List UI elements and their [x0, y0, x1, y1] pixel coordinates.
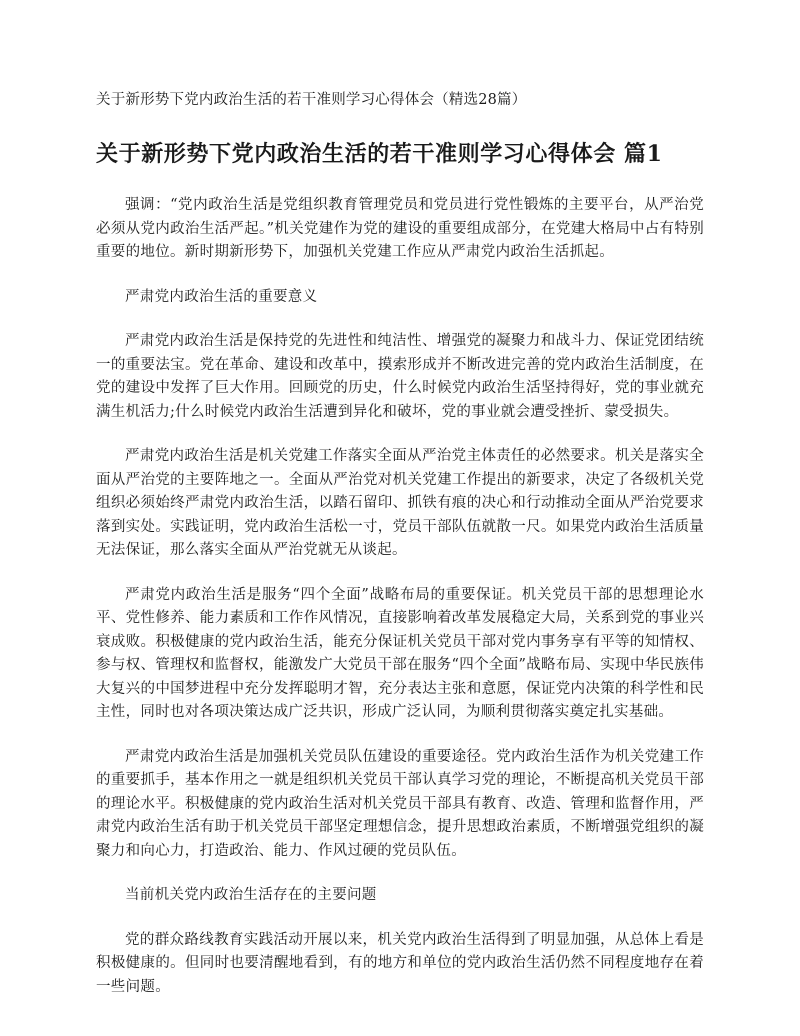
paragraph: 严肃党内政治生活是机关党建工作落实全面从严治党主体责任的必然要求。机关是落实全面从严治党的主要阵地之一。全面从严治党对机关党建工作提出的新要求，决定了各级机关党组织必须始终严肃党内政治生活，以踏石留印、抓铁有痕的决心和行动推动全面从严治党要求落到实处。实践证明，党内政治生活松一寸，党员干部队伍就散一尺。如果党内政治生活质量无法保证，那么落实全面从严治党就无从谈起。: [96, 448, 704, 558]
paragraph: 严肃党内政治生活是加强机关党员队伍建设的重要途径。党内政治生活作为机关党建工作的重要抓手，基本作用之一就是组织机关党员干部认真学习党的理论，不断提高机关党员干部的理论水平。积极健康的党内政治生活对机关党员干部具有教育、改造、管理和监督作用，严肃党内政治生活有助于机关党员干部坚定理想信念，提升思想政治素质，不断增强党组织的凝聚力和向心力，打造政治、能力、作风过硬的党员队伍。: [96, 748, 704, 859]
paragraph: 强调：“党内政治生活是党组织教育管理党员和党员进行党性锻炼的主要平台，从严治党必须从党内政治生活严起。”机关党建作为党的建设的重要组成部分，在党建大格局中占有特别重要的地位。新时期新形势下，加强机关党建工作应从严肃党内政治生活抓起。: [96, 197, 704, 260]
section-heading: 关于新形势下党内政治生活的若干准则学习心得体会 篇1: [96, 141, 663, 167]
subheading-significance: 严肃党内政治生活的重要意义: [125, 288, 318, 305]
subheading-problems: 当前机关党内政治生活存在的主要问题: [125, 887, 377, 903]
paragraph: 严肃党内政治生活是保持党的先进性和纯洁性、增强党的凝聚力和战斗力、保证党团结统一的重要法宝。党在革命、建设和改革中，摸索形成并不断改进完善的党内政治生活制度，在党的建设中发挥了巨大作用。回顾党的历史，什么时候党内政治生活坚持得好，党的事业就充满生机活力;什么时候党内政治生活遭到异化和破坏，党的事业就会遭受挫折、蒙受损失。: [96, 333, 704, 420]
document-title: 关于新形势下党内政治生活的若干准则学习心得体会（精选28篇）: [96, 92, 527, 108]
paragraph: 严肃党内政治生活是服务“四个全面”战略布局的重要保证。机关党员干部的思想理论水平、党性修养、能力素质和工作作风情况，直接影响着改革发展稳定大局，关系到党的事业兴衰成败。积极健康的党内政治生活，能充分保证机关党员干部对党内事务享有平等的知情权、参与权、管理权和监督权，能激发广大党员干部在服务“四个全面”战略布局、实现中华民族伟大复兴的中国梦进程中充分发挥聪明才智，充分表达主张和意愿，保证党内决策的科学性和民主性，同时也对各项决策达成广泛共识，形成广泛认同，为顺利贯彻落实奠定扎实基础。: [96, 586, 704, 720]
paragraph: 党的群众路线教育实践活动开展以来，机关党内政治生活得到了明显加强，从总体上看是积极健康的。但同时也要清醒地看到，有的地方和单位的党内政治生活仍然不同程度地存在着一些问题。: [96, 931, 704, 995]
